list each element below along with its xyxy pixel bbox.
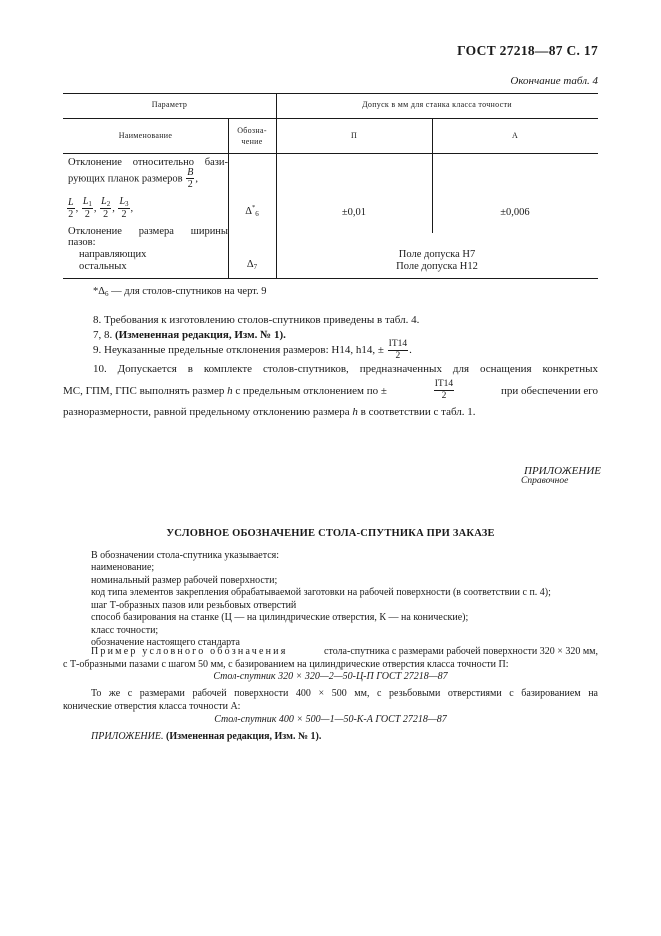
table-rule-1	[63, 118, 598, 119]
row1-designation: $\Delta^*_6$	[245, 204, 259, 218]
row2-text-line4: остальных	[79, 261, 127, 272]
paragraph-8: 8. Требования к изготовлению столов-спутников приведены в табл. 4.	[93, 314, 420, 326]
header-tolerance: Допуск в мм для станка класса точности	[362, 100, 512, 109]
list-item: шаг Т-образных пазов или резьбовых отверстий	[91, 599, 297, 611]
row1-value-p: ±0,01	[341, 207, 367, 218]
appendix-example-2: То же с размерами рабочей поверхности 400 × 500 мм, с резьбовыми отверстиями с базированием на конические отверстия класса точности А:	[63, 688, 598, 712]
paragraph-9: 9. Неуказанные предельные отклонения размеров: H14, h14, ± $\frac{IT14}{2}$ .	[93, 339, 412, 361]
row2-value-h12: Поле допуска H12	[396, 261, 478, 272]
list-item: способ базирования на станке (Ц — на цилиндрические отверстия, К — на конические);	[91, 612, 469, 623]
appendix-sublabel: Справочное	[521, 476, 569, 486]
row2-value-h7: Поле допуска H7	[398, 249, 476, 260]
header-desig-1: Обозна-	[237, 126, 267, 135]
row2-text-line3: направляющих	[79, 249, 147, 260]
table-continuation-label: Окончание табл. 4	[510, 75, 598, 87]
appendix-title: УСЛОВНОЕ ОБОЗНАЧЕНИЕ СТОЛА-СПУТНИКА ПРИ ЗАКАЗЕ	[166, 528, 495, 539]
row2-text-line2: пазов:	[68, 237, 96, 248]
row1-text-line1: Отклонение относительно бази-	[68, 157, 228, 168]
header-desig-2: чение	[241, 137, 263, 146]
appendix-items-list	[91, 562, 551, 650]
table-top-rule	[63, 93, 598, 94]
paragraph-10: 10. Допускается в комплекте столов-спутников, предназначенных для оснащения конкретных МС, ГПМ, ГПС выполнять размер h с предельным отклонением по ± $\frac{IT14}{2}$ при обеспечении его разноразмерности, равной предельному отклонению размера h в соответствии с табл. 1.	[63, 363, 598, 418]
header-parameter: Параметр	[151, 100, 188, 109]
paragraph-7-8-revision: 7, 8. (Измененная редакция, Изм. № 1).	[93, 329, 286, 341]
page-header: ГОСТ 27218—87 С. 17	[457, 43, 598, 58]
header-class-a: А	[511, 131, 519, 140]
list-item: номинальный размер рабочей поверхности;	[91, 574, 278, 586]
list-item: наименование;	[91, 562, 155, 573]
list-item: код типа элементов закрепления обрабатываемой заготовки на рабочей поверхности (в соответствии с п. 4);	[91, 587, 551, 598]
row1-fractions: $\frac{L}{2}$ , $\frac{L_1}{2}$ , $\frac{L_2}{2}$ , $\frac{L_3}{2}$ ,	[68, 196, 134, 220]
list-item: обозначение настоящего стандарта	[91, 637, 240, 648]
row1-text-line2: рующих планок размеров $\frac{B}{2}$ ,	[68, 167, 198, 190]
table-header-rule	[63, 153, 598, 154]
header-class-p: П	[350, 131, 358, 140]
table-footnote: $*\Delta_6$ — для столов-спутников на черт. 9	[93, 286, 267, 298]
header-name: Наименование	[118, 131, 173, 140]
row1-value-a: ±0,006	[500, 207, 530, 218]
row2-text-line1: Отклонение размера ширины	[68, 226, 228, 237]
appendix-label: ПРИЛОЖЕНИЕ	[524, 465, 601, 477]
appendix-example-1: Пример условного обозначения стола-спутника с размерами рабочей поверхности 320 × 320 мм, с Т-образными пазами с шагом 50 мм, с базированием на цилиндрические отверстия класса точности П:	[63, 646, 598, 670]
list-item: класс точности;	[91, 624, 159, 636]
table-bottom-rule	[63, 278, 598, 279]
designation-example-1: Стол-спутник 320 × 320—2—50-Ц-П ГОСТ 27218—87	[213, 671, 448, 682]
appendix-intro: В обозначении стола-спутника указывается:	[91, 550, 280, 561]
appendix-revision-note: ПРИЛОЖЕНИЕ. (Измененная редакция, Изм. № 1).	[91, 731, 322, 742]
designation-example-2: Стол-спутник 400 × 500—1—50-К-А ГОСТ 27218—87	[214, 714, 447, 725]
row2-designation: $\Delta_7$	[246, 259, 258, 271]
